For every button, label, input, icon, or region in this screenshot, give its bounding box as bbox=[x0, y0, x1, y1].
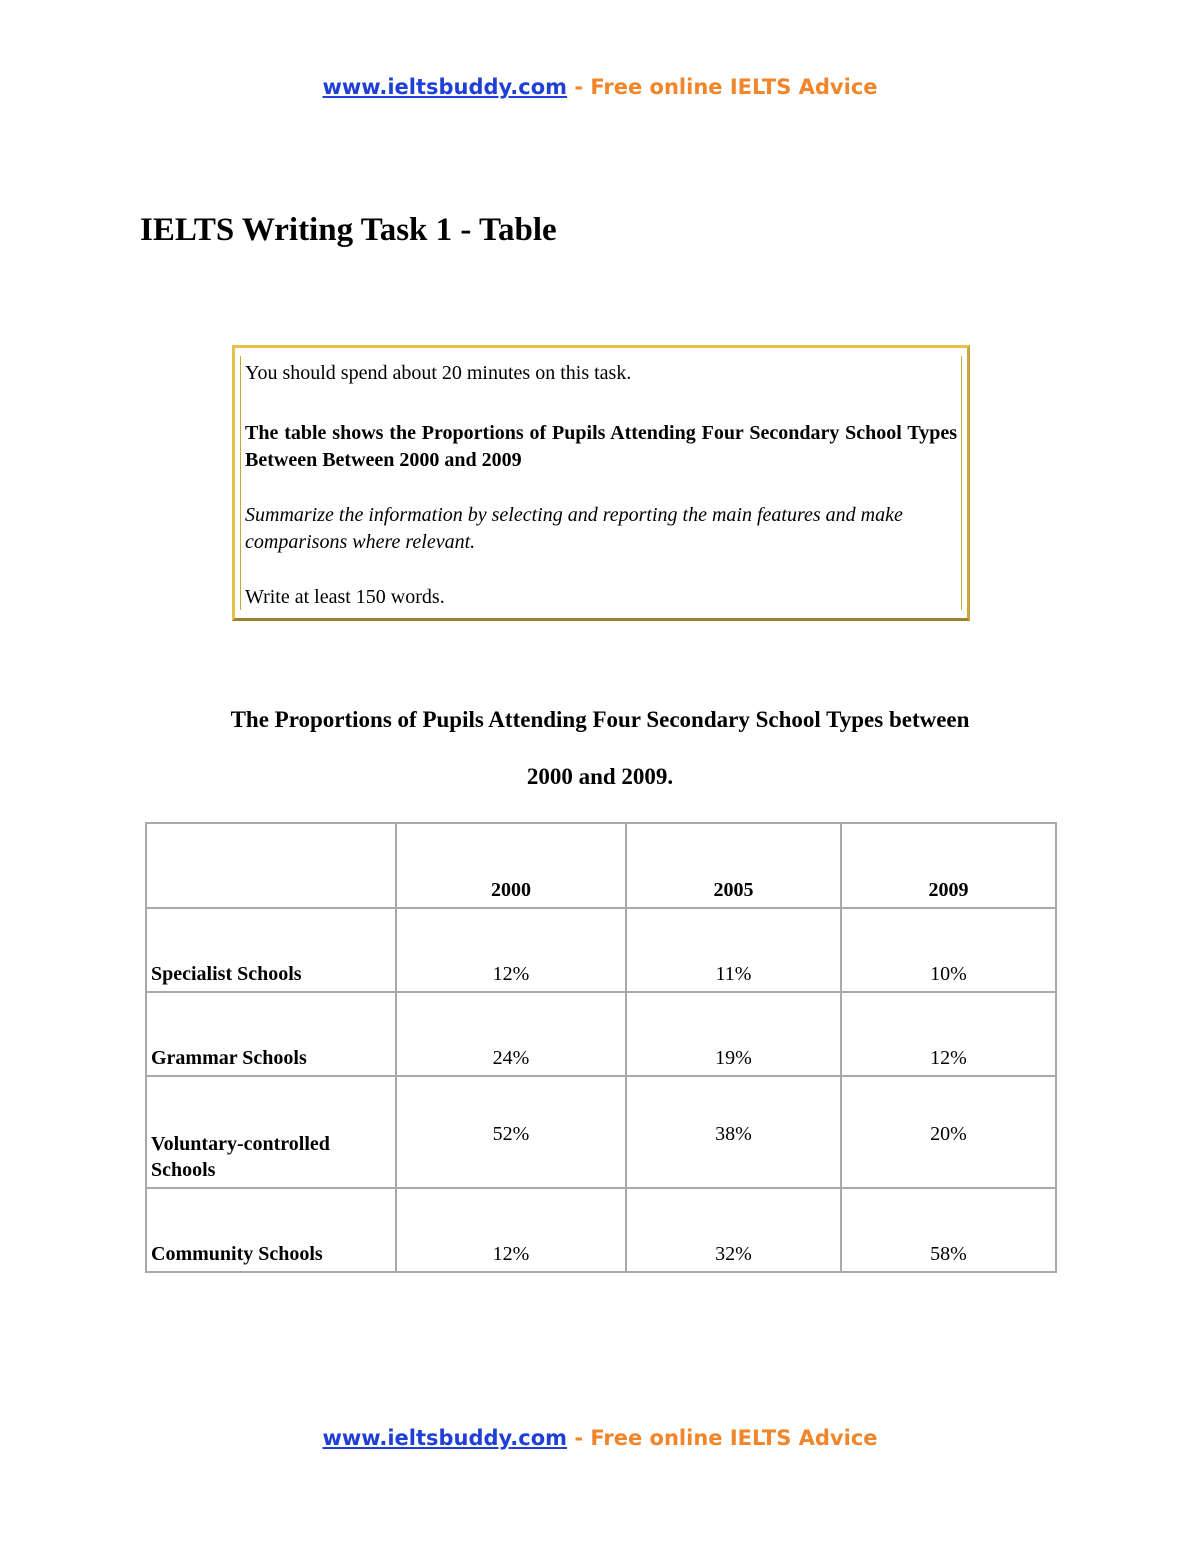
data-table bbox=[145, 822, 1057, 1273]
table-cell: 20% bbox=[841, 1076, 1056, 1188]
header-cell-empty bbox=[146, 823, 396, 908]
row-label: Voluntary-controlled Schools bbox=[146, 1076, 396, 1188]
table-title-line1: The Proportions of Pupils Attending Four Secondary School Types between bbox=[230, 707, 970, 732]
header-link[interactable]: www.ieltsbuddy.com bbox=[322, 75, 568, 99]
task-prompt: The table shows the Proportions of Pupils Attending Four Secondary School Types Between Between 2000 and 2009 bbox=[245, 422, 957, 471]
table-cell: 24% bbox=[396, 992, 626, 1076]
table-cell: 12% bbox=[396, 1188, 626, 1272]
header-cell-2009: 2009 bbox=[841, 823, 1056, 908]
table-row bbox=[146, 992, 1056, 1076]
table-cell: 19% bbox=[626, 992, 841, 1076]
row-label: Specialist Schools bbox=[146, 908, 396, 992]
table-row bbox=[146, 1076, 1056, 1188]
table-cell: 12% bbox=[396, 908, 626, 992]
table-cell: 58% bbox=[841, 1188, 1056, 1272]
header-banner bbox=[0, 75, 1200, 99]
table-cell: 52% bbox=[396, 1076, 626, 1188]
row-label: Grammar Schools bbox=[146, 992, 396, 1076]
task-box bbox=[232, 345, 970, 621]
table-cell: 10% bbox=[841, 908, 1056, 992]
row-label: Community Schools bbox=[146, 1188, 396, 1272]
task-instruction: Summarize the information by selecting and reporting the main features and make comparisons where relevant. bbox=[245, 504, 903, 553]
table-cell: 11% bbox=[626, 908, 841, 992]
footer-tagline: - Free online IELTS Advice bbox=[574, 1426, 878, 1450]
header-cell-2005: 2005 bbox=[626, 823, 841, 908]
page-title: IELTS Writing Task 1 - Table bbox=[140, 212, 557, 248]
footer-link[interactable]: www.ieltsbuddy.com bbox=[322, 1426, 568, 1450]
table-cell: 12% bbox=[841, 992, 1056, 1076]
table-row bbox=[146, 908, 1056, 992]
task-word-count: Write at least 150 words. bbox=[245, 586, 445, 608]
table-title-line2: 2000 and 2009. bbox=[526, 764, 674, 789]
table-row bbox=[146, 1188, 1056, 1272]
header-tagline: - Free online IELTS Advice bbox=[574, 75, 878, 99]
table-header-row bbox=[146, 823, 1056, 908]
table-cell: 38% bbox=[626, 1076, 841, 1188]
footer-banner bbox=[0, 1426, 1200, 1450]
task-time: You should spend about 20 minutes on this task. bbox=[245, 362, 632, 384]
header-cell-2000: 2000 bbox=[396, 823, 626, 908]
table-cell: 32% bbox=[626, 1188, 841, 1272]
